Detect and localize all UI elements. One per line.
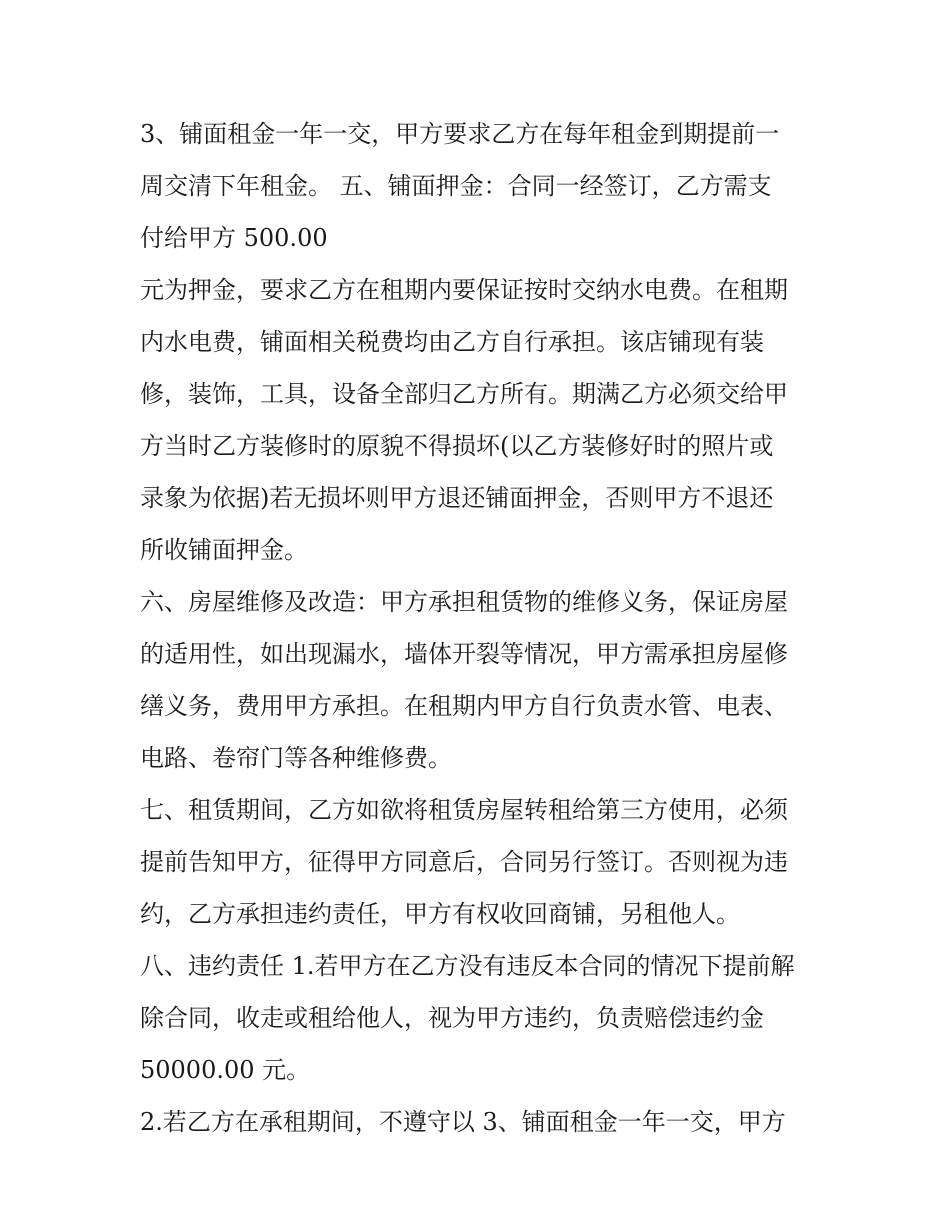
text-line: 周交清下年租金。 五、铺面押金：合同一经签订，乙方需支 xyxy=(140,172,772,200)
text-line: 2.若乙方在承租期间，不遵守以 3、铺面租金一年一交，甲方 xyxy=(140,1108,786,1136)
text-line: 的适用性，如出现漏水，墙体开裂等情况，甲方需承担房屋修 xyxy=(140,640,788,668)
text-line: 50000.00 元。 xyxy=(140,1056,311,1084)
text-line: 六、房屋维修及改造：甲方承担租赁物的维修义务，保证房屋 xyxy=(140,588,788,616)
text-line: 除合同，收走或租给他人，视为甲方违约，负责赔偿违约金 xyxy=(140,1004,764,1032)
text-line: 缮义务，费用甲方承担。在租期内甲方自行负责水管、电表、 xyxy=(140,692,788,720)
text-line: 方当时乙方装修时的原貌不得损坏(以乙方装修好时的照片或 xyxy=(140,432,774,460)
text-line: 3、铺面租金一年一交，甲方要求乙方在每年租金到期提前一 xyxy=(140,120,780,148)
text-line: 内水电费，铺面相关税费均由乙方自行承担。该店铺现有装 xyxy=(140,328,764,356)
text-line: 付给甲方 500.00 xyxy=(140,224,328,252)
text-line: 七、租赁期间，乙方如欲将租赁房屋转租给第三方使用，必须 xyxy=(140,796,788,824)
text-line: 修，装饰，工具，设备全部归乙方所有。期满乙方必须交给甲 xyxy=(140,380,788,408)
contract-text xyxy=(140,108,820,1148)
text-line: 电路、卷帘门等各种维修费。 xyxy=(140,744,452,772)
text-line: 提前告知甲方，征得甲方同意后，合同另行签订。否则视为违 xyxy=(140,848,788,876)
text-line: 约，乙方承担违约责任，甲方有权收回商铺，另租他人。 xyxy=(140,900,740,928)
text-line: 元为押金，要求乙方在租期内要保证按时交纳水电费。在租期 xyxy=(140,276,788,304)
text-line: 八、违约责任 1.若甲方在乙方没有违反本合同的情况下提前解 xyxy=(140,952,795,980)
text-line: 录象为依据)若无损坏则甲方退还铺面押金，否则甲方不退还 xyxy=(140,484,774,512)
text-line: 所收铺面押金。 xyxy=(140,536,308,564)
